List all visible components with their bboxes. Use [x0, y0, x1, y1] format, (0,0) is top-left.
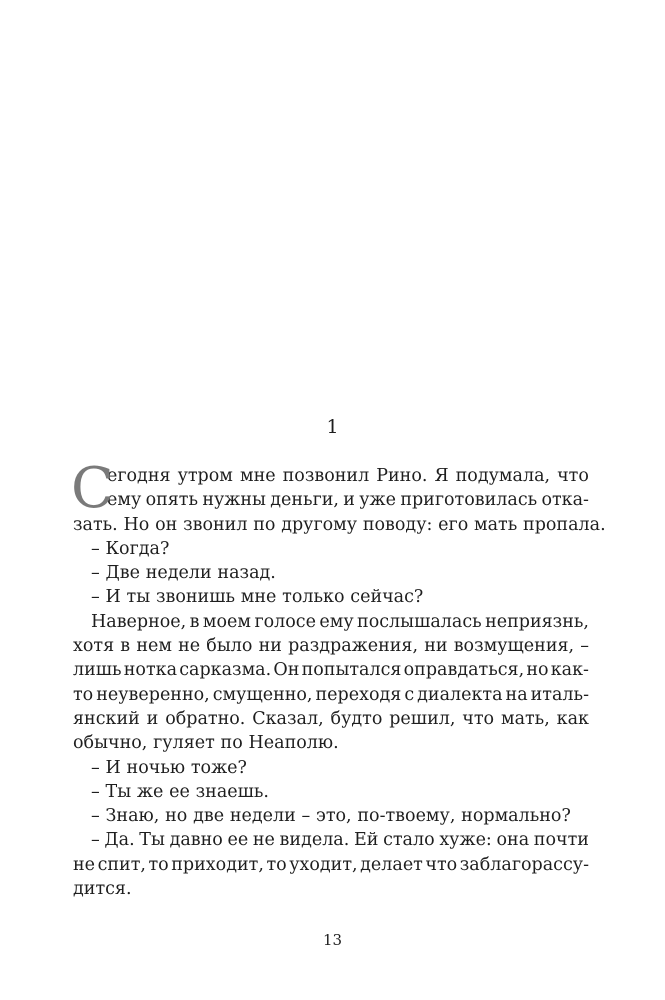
- body-text: [71, 456, 606, 901]
- text-line: ему опять нужны деньги, и уже приготовилась отка-: [107, 490, 589, 511]
- text-line: хотя в нем не было ни раздражения, ни возмущения, –: [73, 636, 589, 657]
- text-line: Наверное, в моем голосе ему послышалась неприязнь,: [91, 611, 589, 632]
- text-line: – И ночью тоже?: [91, 757, 247, 778]
- text-line: – Когда?: [91, 538, 170, 559]
- text-line: – Да. Ты давно ее не видела. Ей стало хуже: она почти: [91, 830, 589, 851]
- text-line: янский и обратно. Сказал, будто решил, что мать, как: [73, 708, 589, 729]
- text-line: – И ты звонишь мне только сейчас?: [91, 587, 424, 608]
- text-lines: [71, 456, 606, 901]
- drop-cap: С: [71, 456, 114, 521]
- text-line: обычно, гуляет по Неаполю.: [73, 733, 339, 754]
- text-line: – Знаю, но две недели – это, по-твоему, нормально?: [91, 806, 571, 827]
- chapter-number: 1: [326, 416, 339, 438]
- text-line: – Ты же ее знаешь.: [91, 781, 269, 802]
- text-line: лишь нотка сарказма. Он попытался оправдаться, но как-: [73, 660, 589, 681]
- text-line: дится.: [73, 879, 132, 900]
- text-line: то неуверенно, смущенно, переходя с диалекта на италь-: [73, 684, 589, 705]
- text-line: – Две недели назад.: [91, 563, 276, 584]
- page-number: 13: [322, 931, 343, 949]
- text-line: не спит, то приходит, то уходит, делает что заблагорассу-: [73, 854, 589, 875]
- text-line: егодня утром мне позвонил Рино. Я подумала, что: [107, 466, 589, 486]
- text-line: зать. Но он звонил по другому поводу: его мать пропала.: [73, 514, 606, 535]
